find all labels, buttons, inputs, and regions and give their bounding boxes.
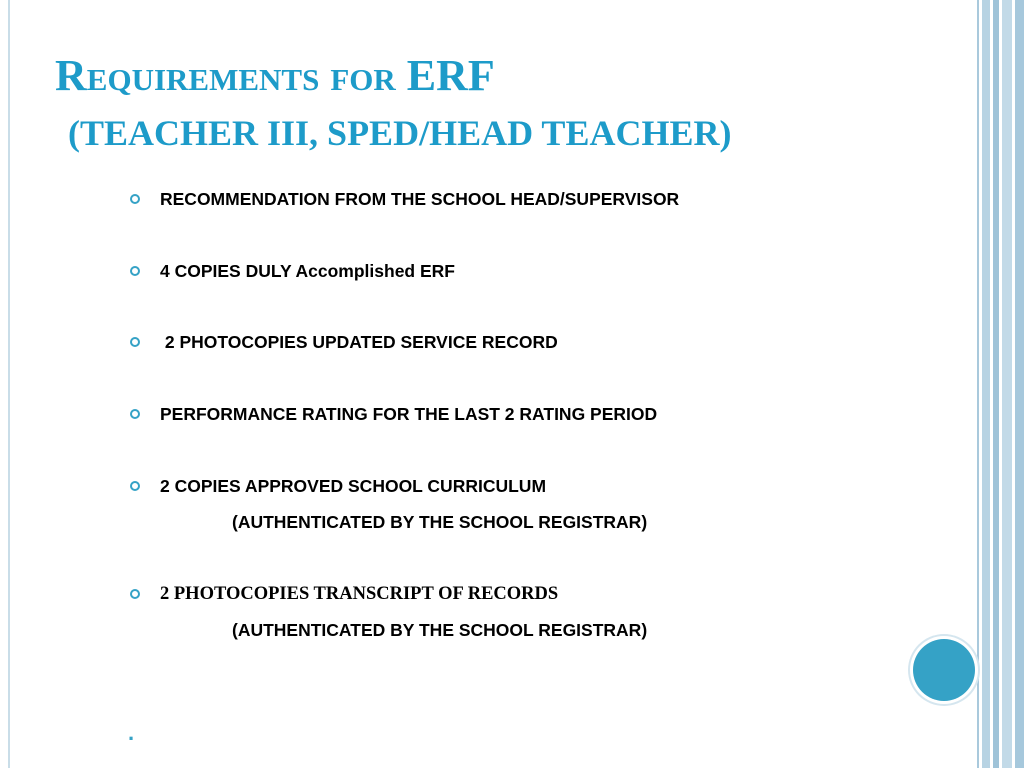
bullet-icon [130, 266, 140, 276]
right-stripe [1002, 0, 1012, 768]
list-item-note: (AUTHENTICATED BY THE SCHOOL REGISTRAR) [232, 512, 648, 532]
list-item-note: (AUTHENTICATED BY THE SCHOOL REGISTRAR) [232, 620, 648, 640]
bullet-icon [130, 589, 140, 599]
list-item-text: RECOMMENDATION FROM THE SCHOOL HEAD/SUPERVISOR [160, 189, 680, 209]
right-stripe [977, 0, 979, 768]
right-stripe [982, 0, 990, 768]
decorative-circle [913, 639, 975, 701]
right-stripe [1015, 0, 1024, 768]
right-stripe [993, 0, 999, 768]
list-item-text: 2 PHOTOCOPIES TRANSCRIPT OF RECORDS [160, 584, 559, 604]
slide-subtitle: (TEACHER III, SPED/HEAD TEACHER) [68, 113, 732, 153]
left-frame-line [8, 0, 10, 768]
slide-title: Requirements for ERF [55, 51, 495, 100]
bullet-icon [130, 337, 140, 347]
bullet-icon [130, 409, 140, 419]
bullet-icon [130, 194, 140, 204]
bullet-icon [130, 481, 140, 491]
list-item-text: PERFORMANCE RATING FOR THE LAST 2 RATING PERIOD [160, 404, 658, 424]
list-item-text: 2 PHOTOCOPIES UPDATED SERVICE RECORD [160, 332, 558, 352]
list-item-text: 2 COPIES APPROVED SCHOOL CURRICULUM [160, 476, 547, 496]
list-item-text: 4 COPIES DULY Accomplished ERF [160, 261, 455, 281]
trailing-dot: . [128, 720, 135, 745]
